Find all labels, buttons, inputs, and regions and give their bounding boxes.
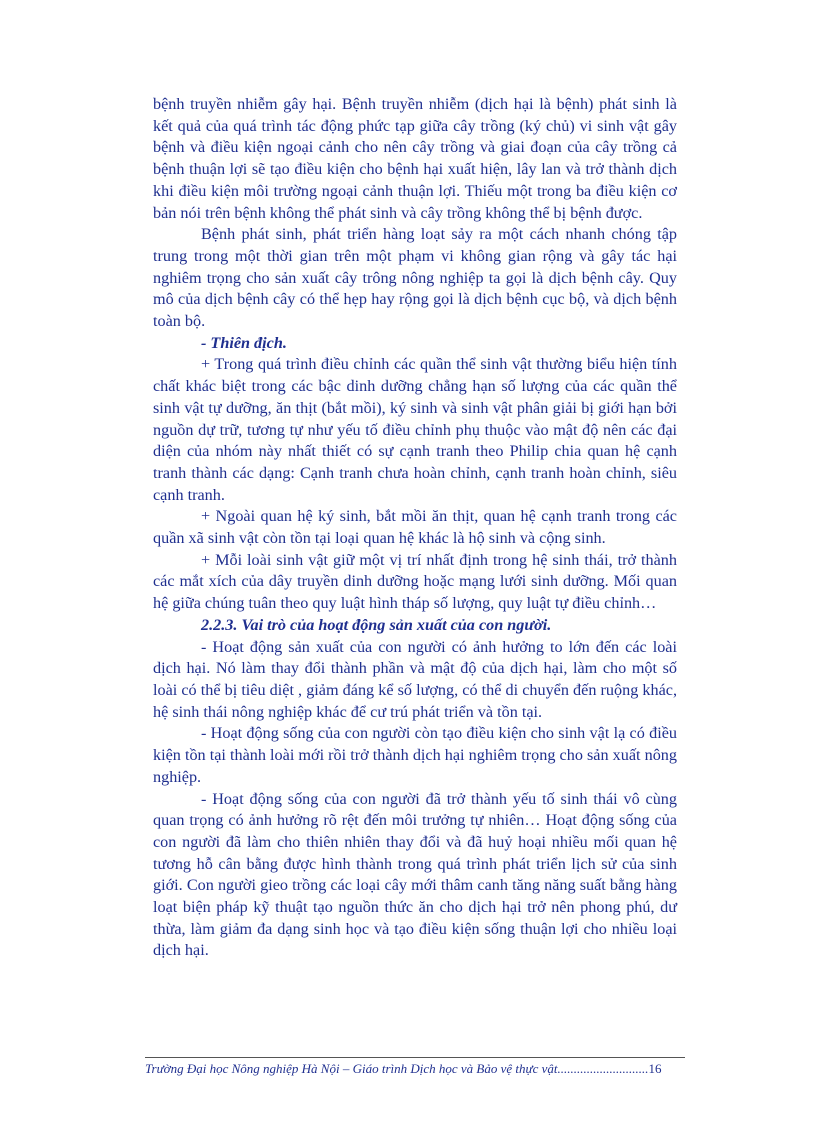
paragraph-3: + Trong quá trình điều chỉnh các quần thể sinh vật thường biểu hiện tính chất khác biệt trong các bậc dinh dưỡng chẳng hạn số lượng của các quần thể sinh vật tự dưỡng, ăn thịt (bắt mồi), ký sinh và sinh vật phân giải bị giới hạn bởi nguồn dự trữ, tương tự như yếu tố điều chỉnh phụ thuộc vào mật độ nên các đại diện của nhóm này nhất thiết có sự cạnh tranh theo Philip chia quan hệ cạnh tranh thành các dạng: Cạnh tranh chưa hoàn chỉnh, cạnh tranh hoàn chỉnh, siêu cạnh tranh. bbox=[153, 355, 677, 504]
paragraph-7: - Hoạt động sống của con người còn tạo điều kiện cho sinh vật lạ có điều kiện tồn tại thành loài mới rồi trở thành dịch hại nghiêm trọng cho sản xuất nông nghiệp. bbox=[153, 724, 677, 786]
paragraph-5: + Mỗi loài sinh vật giữ một vị trí nhất định trong hệ sinh thái, trở thành các mắt xích của dây truyền dinh dưỡng hoặc mạng lưới sinh dưỡng. Mối quan hệ giữa chúng tuân theo quy luật hình tháp số lượng, quy luật tự điều chỉnh… bbox=[153, 550, 677, 613]
paragraph-2: Bệnh phát sinh, phát triển hàng loạt sảy ra một cách nhanh chóng tập trung trong một thời gian trên một phạm vi không gian rộng và gây tác hại nghiêm trọng cho sản xuất cây trông nông nghiệp ta gọi là dịch bệnh cây. Quy mô của dịch bệnh cây có thể hẹp hay rộng gọi là dịch bệnh cục bộ, và dịch bệnh toàn bộ. bbox=[153, 225, 677, 331]
page-number: 16 bbox=[648, 1061, 662, 1076]
heading-section-2-2-3: 2.2.3. Vai trò của hoạt động sản xuất của con người. bbox=[201, 615, 552, 634]
paragraph-8: - Hoạt động sống của con người đã trở thành yếu tố sinh thái vô cùng quan trọng có ảnh hưởng rõ rệt đến môi trưởng tự nhiên… Hoạt động sống của con người đã làm cho thiên nhiên thay đổi và đã huỷ hoại nhiều mối quan hệ tương hỗ cân bằng được hình thành trong quá trình phát triển lịch sử của sinh giới. Con người gieo trồng các loại cây mới thâm canh tăng năng suất bằng hàng loạt biện pháp kỹ thuật tạo nguồn thức ăn cho dịch hại trở nên phong phú, dư thừa, làm giảm đa dạng sinh học và tạo điều kiện sống thuận lợi cho nhiều loại dịch hại. bbox=[153, 789, 677, 960]
page-footer bbox=[145, 1057, 685, 1077]
paragraph-1: bệnh truyền nhiễm gây hại. Bệnh truyền nhiễm (dịch hại là bệnh) phát sinh là kết quả của quá trình tác động phức tạp giữa cây trồng (ký chủ) vi sinh vật gây bệnh và điều kiện ngoại cảnh cho nên cây trồng và giai đoạn của cây trồng cả bệnh thuận lợi sẽ tạo điều kiện cho bệnh hại xuất hiện, lây lan và trở thành dịch khi điều kiện môi trường ngoại cảnh thuận lợi. Thiếu một trong ba điều kiện cơ bản nói trên bệnh không thể phát sinh và cây trồng không thể bị bệnh được. bbox=[153, 95, 677, 222]
footer-text: Trường Đại học Nông nghiệp Hà Nội – Giáo trình Dịch học và Bảo vệ thực vật............................ bbox=[145, 1061, 649, 1076]
paragraph-4: + Ngoài quan hệ ký sinh, bắt mồi ăn thịt, quan hệ cạnh tranh trong các quần xã sinh vật còn tồn tại loại quan hệ khác là hộ sinh và cộng sinh. bbox=[153, 507, 677, 548]
page-body bbox=[153, 94, 677, 962]
paragraph-6: - Hoạt động sản xuất của con người có ảnh hưởng to lớn đến các loài dịch hại. Nó làm thay đổi thành phần và mật độ của dịch hại, làm cho một số loài có thể bị tiêu diệt , giảm đáng kể số lượng, có thể di chuyển đến ruộng khác, hệ sinh thái nông nghiệp khác để cư trú phát triển và tồn tại. bbox=[153, 637, 677, 721]
heading-thien-dich: - Thiên địch. bbox=[201, 333, 287, 352]
